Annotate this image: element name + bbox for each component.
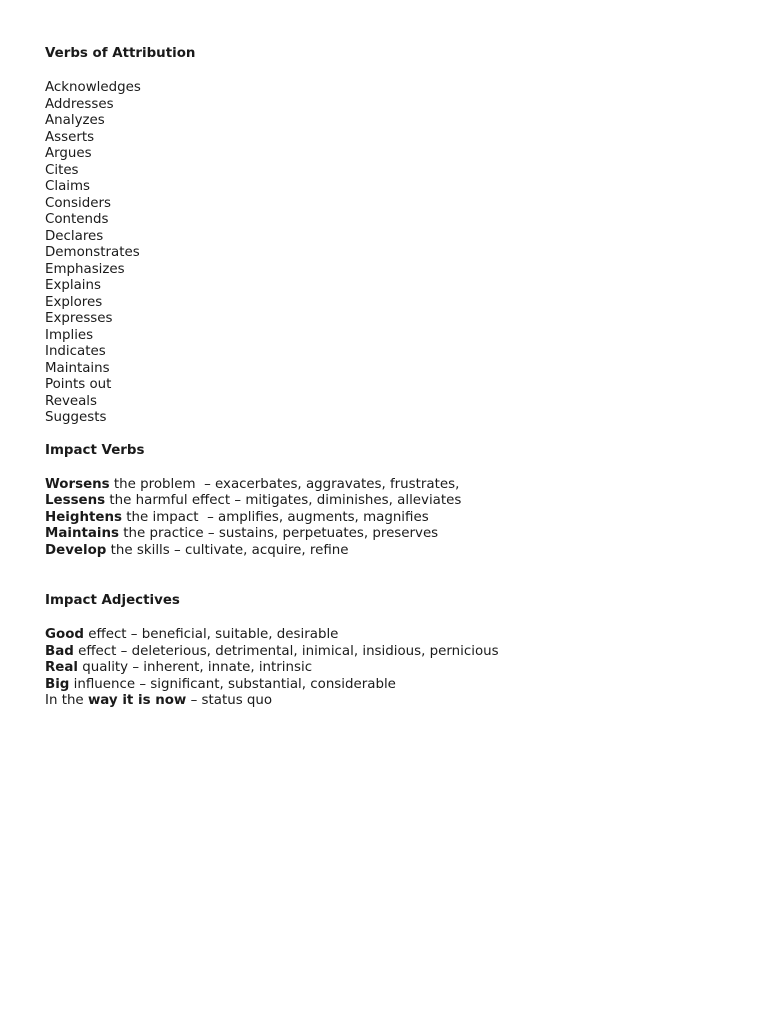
impact-verb-term: Lessens: [45, 493, 106, 508]
list-item: Expresses: [45, 311, 113, 326]
impact-verb-row: [45, 477, 745, 494]
list-item: Maintains: [45, 360, 110, 376]
list-item: Claims: [45, 179, 91, 194]
impact-verb-term: Develop: [45, 542, 107, 558]
list-item: Asserts: [45, 129, 95, 145]
impact-adjective-term: Real: [45, 660, 79, 675]
impact-adjectives-heading: Impact Adjectives: [45, 593, 180, 608]
impact-adjective-term: Good: [45, 627, 84, 642]
impact-verb-term: Heightens: [45, 509, 122, 525]
impact-adjective-definition: – status quo: [186, 693, 273, 708]
list-item: Acknowledges: [45, 80, 141, 95]
attribution-verb-list: [45, 80, 745, 427]
impact-adjective-definition: effect – deleterious, detrimental, inimical, insidious, pernicious: [73, 643, 499, 659]
impact-adjective-definition: effect – beneficial, suitable, desirable: [83, 627, 339, 642]
list-item: Addresses: [45, 96, 114, 112]
impact-verbs-heading: Impact Verbs: [45, 442, 145, 458]
impact-verb-row: [45, 543, 745, 560]
impact-adjective-prefix: In the: [45, 693, 88, 708]
attribution-heading: Verbs of Attribution: [45, 46, 196, 61]
impact-adjective-row: [45, 644, 745, 661]
impact-verb-term: Maintains: [45, 526, 120, 541]
impact-adjective-definition: quality – inherent, innate, intrinsic: [78, 660, 313, 675]
list-item: Demonstrates: [45, 245, 140, 260]
impact-adjective-term: way it is now: [87, 693, 187, 708]
list-item: Explores: [45, 294, 103, 310]
list-item: Implies: [45, 327, 94, 343]
list-item: Indicates: [45, 344, 106, 359]
impact-verb-row: [45, 493, 745, 510]
impact-adjective-row: [45, 660, 745, 677]
impact-verb-definition: the skills – cultivate, acquire, refine: [106, 542, 349, 558]
list-item: Considers: [45, 195, 111, 211]
impact-verb-definition: the problem – exacerbates, aggravates, frustrates,: [109, 476, 460, 492]
document-page: [45, 44, 745, 710]
list-item: Reveals: [45, 393, 98, 409]
list-item: Points out: [45, 377, 112, 392]
impact-adjectives-list: [45, 627, 745, 710]
impact-verb-definition: the practice – sustains, perpetuates, preserves: [119, 526, 439, 541]
impact-adjective-term: Bad: [45, 643, 74, 659]
list-item: Suggests: [45, 410, 107, 425]
impact-verb-row: [45, 526, 745, 543]
impact-adjective-row: [45, 693, 745, 710]
impact-adjective-row: [45, 627, 745, 644]
list-item: Explains: [45, 278, 101, 293]
list-item: Declares: [45, 228, 104, 244]
list-item: Emphasizes: [45, 261, 125, 277]
list-item: Analyzes: [45, 113, 105, 128]
list-item: Contends: [45, 212, 109, 227]
impact-verb-row: [45, 510, 745, 527]
impact-verb-definition: the harmful effect – mitigates, diminishes, alleviates: [105, 493, 462, 508]
impact-verb-definition: the impact – amplifies, augments, magnifies: [121, 509, 429, 525]
impact-adjective-row: [45, 677, 745, 694]
impact-verb-term: Worsens: [45, 476, 110, 492]
list-item: Argues: [45, 146, 92, 161]
impact-adjective-term: Big: [45, 676, 70, 692]
impact-verbs-list: [45, 477, 745, 560]
impact-adjective-definition: influence – significant, substantial, considerable: [69, 676, 396, 692]
list-item: Cites: [45, 162, 79, 178]
